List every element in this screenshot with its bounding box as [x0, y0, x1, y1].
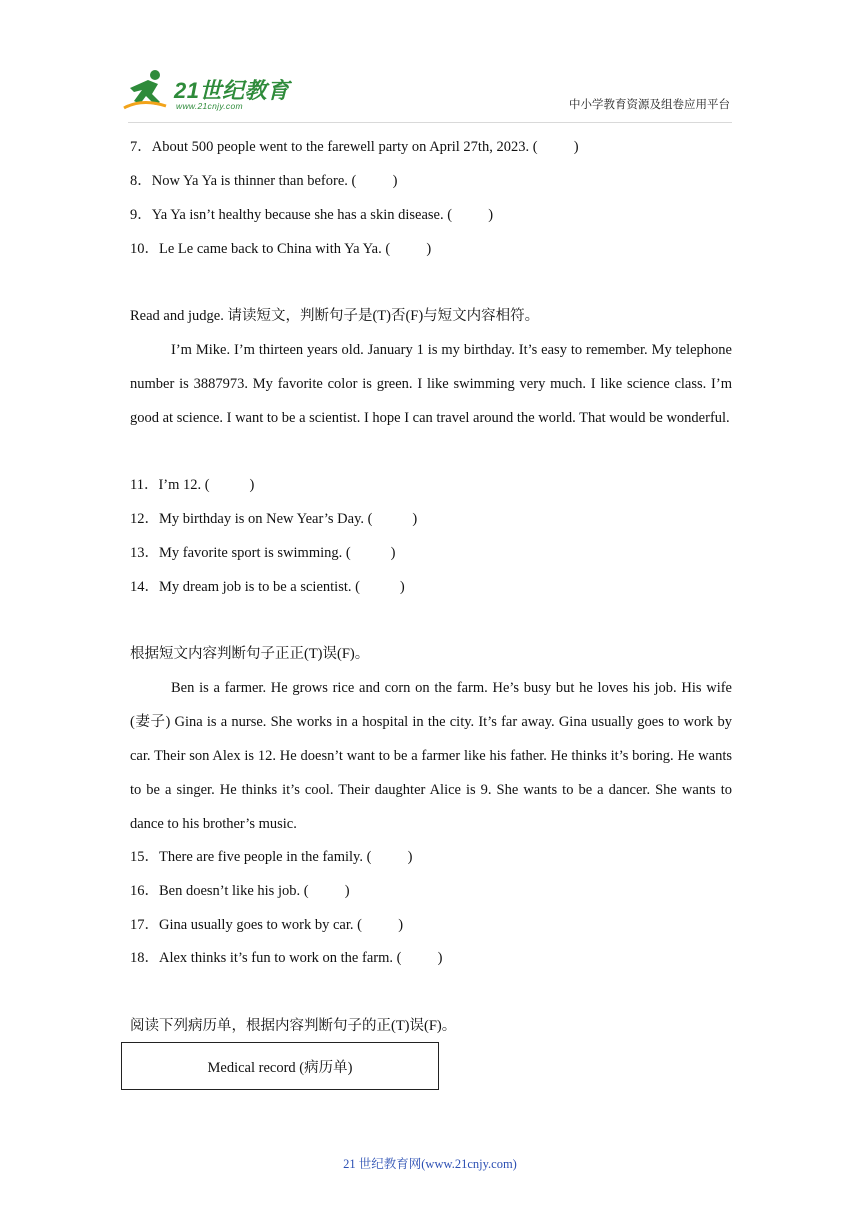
question-16: 16．Ben doesn’t like his job. ( )	[130, 883, 350, 899]
question-18: 18．Alex thinks it’s fun to work on the farm. ( )	[130, 950, 443, 966]
logo-url: www.21cnjy.com	[176, 101, 243, 111]
question-17: 17．Gina usually goes to work by car. ( )	[130, 917, 404, 933]
section-c-passage: Ben is a farmer. He grows rice and corn on the farm. He’s busy but he loves his job. His wife (妻子) Gina is a nurse. She works in a hospital in the city. It’s far away. Gina usually goes to work by car. Their son Alex is 12. He doesn’t want to be a farmer like his father. He thinks it’s boring. He wants to be a singer. He thinks it’s cool. Their daughter Alice is 9. She wants to be a dancer. She wants to dance to his brother’s music.	[130, 680, 732, 832]
section-b-passage: I’m Mike. I’m thirteen years old. January 1 is my birthday. It’s easy to remember. My telephone number is 3887973. My favorite color is green. I like swimming very much. I like science class. I’m good at science. I want to be a scientist. I hope I can travel around the world. That would be wonderful.	[130, 342, 732, 426]
question-15: 15．There are five people in the family. ( )	[130, 849, 413, 865]
question-12: 12．My birthday is on New Year’s Day. ( )	[130, 511, 418, 527]
runner-logo-icon	[122, 68, 172, 114]
page-footer: 21 世纪教育网(www.21cnjy.com)	[343, 1157, 517, 1171]
question-8: 8．Now Ya Ya is thinner than before. ( )	[130, 173, 398, 189]
question-11: 11．I’m 12. ( )	[130, 477, 255, 493]
logo-text: 21世纪教育	[174, 78, 290, 103]
page-header	[0, 0, 860, 125]
section-d-instruction: 阅读下列病历单，根据内容判断句子的正(T)误(F)。	[130, 1018, 457, 1034]
header-divider	[128, 122, 732, 123]
question-9: 9．Ya Ya isn’t healthy because she has a skin disease. ( )	[130, 207, 494, 223]
medical-record-table	[121, 1042, 439, 1090]
question-7: 7．About 500 people went to the farewell party on April 27th, 2023. ( )	[130, 139, 579, 155]
section-b-instruction: Read and judge. 请读短文，判断句子是(T)否(F)与短文内容相符。	[130, 308, 540, 324]
logo	[122, 68, 292, 118]
medical-record-title: Medical record (病历单)	[207, 1059, 353, 1076]
question-14: 14．My dream job is to be a scientist. ( )	[130, 579, 405, 595]
platform-name: 中小学教育资源及组卷应用平台	[569, 97, 730, 111]
question-13: 13．My favorite sport is swimming. ( )	[130, 545, 396, 561]
section-c-instruction: 根据短文内容判断句子正正(T)误(F)。	[130, 646, 370, 662]
question-10: 10．Le Le came back to China with Ya Ya. ( )	[130, 241, 432, 257]
